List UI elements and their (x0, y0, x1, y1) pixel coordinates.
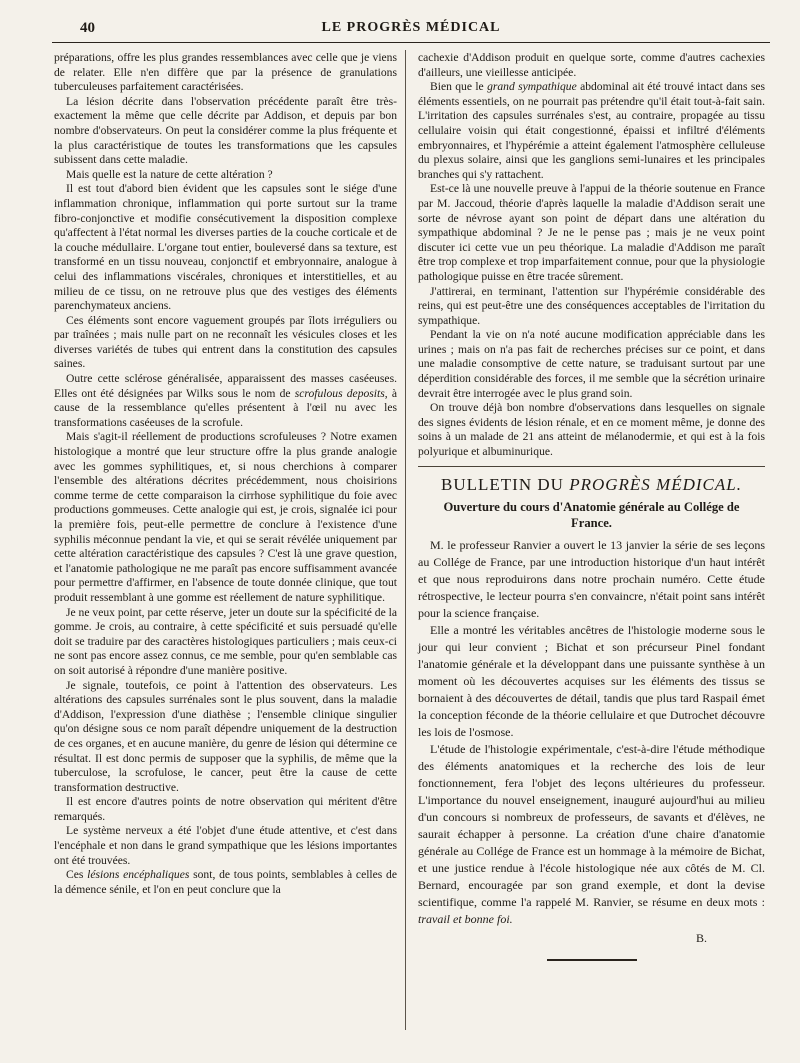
paragraph: J'attirerai, en terminant, l'attention sur l'hypérémie considérable des reins, qui est peut-être une des conséquences acceptables de l'irritation du sympathique. (418, 284, 765, 327)
running-title: LE PROGRÈS MÉDICAL (321, 20, 501, 35)
paragraph: Mais quelle est la nature de cette altération ? (66, 167, 273, 181)
bulletin-title: BULLETIN DU PROGRÈS MÉDICAL. (441, 474, 742, 494)
end-rule (547, 959, 637, 961)
paragraph: Je signale, toutefois, ce point à l'attention des observateurs. Les altérations des capsules surrénales sont le plus souvent, dans la maladie d'Addison, l'expression d'une diathèse ; l'ensemble clinique singulier qu'on désigne sous ce nom paraît dépendre uniquement de la destruction de ces organes, et en aucune manière, du genre de lésion qui détermine ce résultat. Il est donc permis de supposer que la syphilis, de même que la tuberculose, la scrofulose, le cancer, peut être la cause de cette transformation destructive. (54, 678, 397, 794)
italic-term: scrofulous deposits (294, 386, 385, 400)
paragraph: Est-ce là une nouvelle preuve à l'appui de la théorie soutenue en France par M. Jaccoud, théorie d'après laquelle la maladie d'Addison serait une sorte de névrose ayant son point de départ dans une altération du sympathique abdominal ? Je ne le pense pas ; mais je ne veux point discuter ici cette vue un peu théorique. La maladie d'Addison me paraît être trop complexe et trop imparfaitement connue, pour que la physiologie pathologique puisse en être tracée sûrement. (418, 182, 765, 283)
paragraph: Mais s'agit-il réellement de productions scrofuleuses ? Notre examen histologique a montré que leur structure offre la plus grande analogie avec les gommes syphilitiques, et, si nous cherchions à comparer l'ensemble des altérations décrites précédemment, nous choisirions comme terme de cette comparaison la cirrhose syphilitique du foie avec productions gommeuses. Cette analogie qui est, je crois, signalée ici pour la première fois, peut-elle permettre de conclure à l'existence d'une syphilis méconnue pendant la vie, et qui se serait révélée uniquement par cette altération caractéristique des capsules ? C'est là une grave question, et l'anatomie pathologique ne me paraît pas encore suffisamment avancée pour permettre d'affirmer, en l'absence de toute donnée clinique, que tout produit ressemblant à une gomme est réellement de nature syphilitique. (54, 430, 397, 604)
italic-term: grand sympathique (487, 80, 577, 94)
paragraph: Ces éléments sont encore vaguement groupés par îlots irréguliers ou par traînées ; mais nulle part on ne reconnaît les vésicules closes et les diverses variétés de tubes qui entrent dans la constitution des capsules saines. (54, 313, 397, 371)
paragraph: cachexie d'Addison produit en quelque sorte, comme d'autres cachexies d'ailleurs, une vieillesse anticipée. (418, 51, 765, 79)
paragraph: préparations, offre les plus grandes ressemblances avec celle que je viens de relater. Elle n'en diffère que par la présence de granulations tuberculeuses parfaitement caractérisées. (54, 51, 397, 94)
paragraph: Pendant la vie on n'a noté aucune modification appréciable dans les urines ; mais on n'a pas fait de recherches précises sur ce point, et dans une maladie consomptive de cette nature, se traduisant surtout par une déperdition considérable des forces, il me semble que la sécrétion urinaire devrait être interrogée avec le plus grand soin. (418, 328, 765, 400)
right-column (418, 51, 765, 961)
paragraph: Je ne veux point, par cette réserve, jeter un doute sur la spécificité de la gomme. Je crois, au contraire, à cette spécificité et suis persuadé qu'elle doit se traduire par des caractères histologiques particuliers ; mais ceux-ci ne sont pas encore assez connus, ce me semble, pour qu'en semblable cas on soit autorisé à répondre d'une manière positive. (54, 605, 397, 677)
paragraph: L'étude de l'histologie expérimentale, c'est-à-dire l'étude méthodique des éléments anatomiques et la recherche des lois de leur fonctionnement, fera l'objet des leçons ultérieures du professeur. L'importance du nouvel enseignement, inauguré aujourd'hui au milieu d'un concours si nombreux de professeurs, de savants et d'élèves, ne saurait échapper à personne. La création d'une chaire d'anatomie générale au Collége de France est un hommage à la mémoire de Bichat, et une justice rendue à l'école histologique née aux côtés de M. Cl. Bernard, encouragée par son grand exemple, et dont la devise scientifique, comme l'a rappelé M. Ranvier, se résume en deux mots : travail et bonne foi. (418, 741, 765, 926)
paragraph: Elle a montré les véritables ancêtres de l'histologie moderne sous le jour qui leur convient ; Bichat et son précurseur Pinel fondant l'anatomie générale et la développant dans une puissante synthèse à un moment où les découvertes acquises sur les éléments des tissus se bornaient à des découvertes de détail, tandis que plus tard Raspail émet la conception féconde de la théorie cellulaire et que Dutrochet découvre les lois de l'osmose. (418, 622, 765, 739)
italic-term: lésions encéphaliques (87, 868, 190, 882)
paragraph: Le système nerveux a été l'objet d'une étude attentive, et c'est dans l'encéphale et non dans le grand sympathique que les lésions importantes ont été trouvées. (54, 824, 397, 867)
section-rule (418, 466, 765, 467)
column-divider (405, 50, 406, 1030)
paragraph: On trouve déjà bon nombre d'observations dans lesquelles on signale des signes évidents de lésion rénale, et en ce moment même, je donne des soins à un malade de 21 ans atteint de mélanodermie, et qui est à la fois polyurique et albuminurique. (418, 401, 765, 459)
page-number: 40 (80, 20, 95, 36)
left-column (54, 51, 397, 897)
signature: B. (695, 930, 707, 945)
paragraph: Il est encore d'autres points de notre observation qui méritent d'être remarqués. (54, 795, 397, 823)
paragraph: M. le professeur Ranvier a ouvert le 13 janvier la série de ses leçons au Collége de France, par une introduction historique d'un haut intérêt et que nous reproduirons dans notre prochain numéro. Cette étude rétrospective, le lecteur pourra s'en convaincre, n'était point sans intérêt pour la science française. (418, 537, 765, 620)
paragraph: La lésion décrite dans l'observation précédente paraît être très-exactement la même que celle décrite par Addison, et depuis par bon nombre d'observateurs. On peut la considérer comme la plus fréquente et la plus caractéristique de toutes les transformations que les capsules subissent dans cette maladie. (54, 94, 397, 167)
paragraph: Il est tout d'abord bien évident que les capsules sont le siége d'une inflammation chronique, inflammation qui porte surtout sur la trame fibro-conjonctive et modifie consécutivement la disposition complexe qu'affectent à l'état normal les diverses parties de la couche corticale et de la couche médullaire. L'organe tout entier, bouleversé dans sa texture, est transformé en un tissu nouveau, conjonctif et embryonnaire, analogue à celui des inflammations viscérales, chroniques et interstitielles, et au milieu de ce tissu, on ne retrouve plus que des vestiges des éléments parenchymateux anciens. (54, 182, 397, 313)
bulletin-subtitle: Ouverture du cours d'Anatomie générale au Collége de France. (443, 499, 740, 530)
paragraph: Ces lésions encéphaliques sont, de tous points, semblables à celles de la démence sénile, et l'on en peut conclure que la (54, 868, 397, 896)
bulletin-body (418, 537, 765, 961)
paragraph: Bien que le grand sympathique abdominal ait été trouvé intact dans ses éléments essentiels, on ne pourrait pas prétendre qu'il était tout-à-fait sain. L'irritation des capsules surrénales s'est, au contraire, propagée au tissu cellulaire voisin qui était congestionné, épaissi et infiltré d'éléments embryonnaires, et l'hypérémie a atteint également l'atmosphère celluleuse du plexus solaire, ainsi que les ganglions semi-lunaires et les principales branches qui s'y rattachent. (418, 80, 766, 181)
italic-motto: travail et bonne foi. (418, 911, 513, 926)
page-header (52, 18, 770, 43)
paragraph: Outre cette sclérose généralisée, apparaissent des masses caséeuses. Elles ont été désignées par Wilks sous le nom de scrofulous deposits, à cause de la ressemblance qu'elles présentent à l'œil nu avec les transformations caséeuses de la scrofule. (54, 372, 397, 429)
